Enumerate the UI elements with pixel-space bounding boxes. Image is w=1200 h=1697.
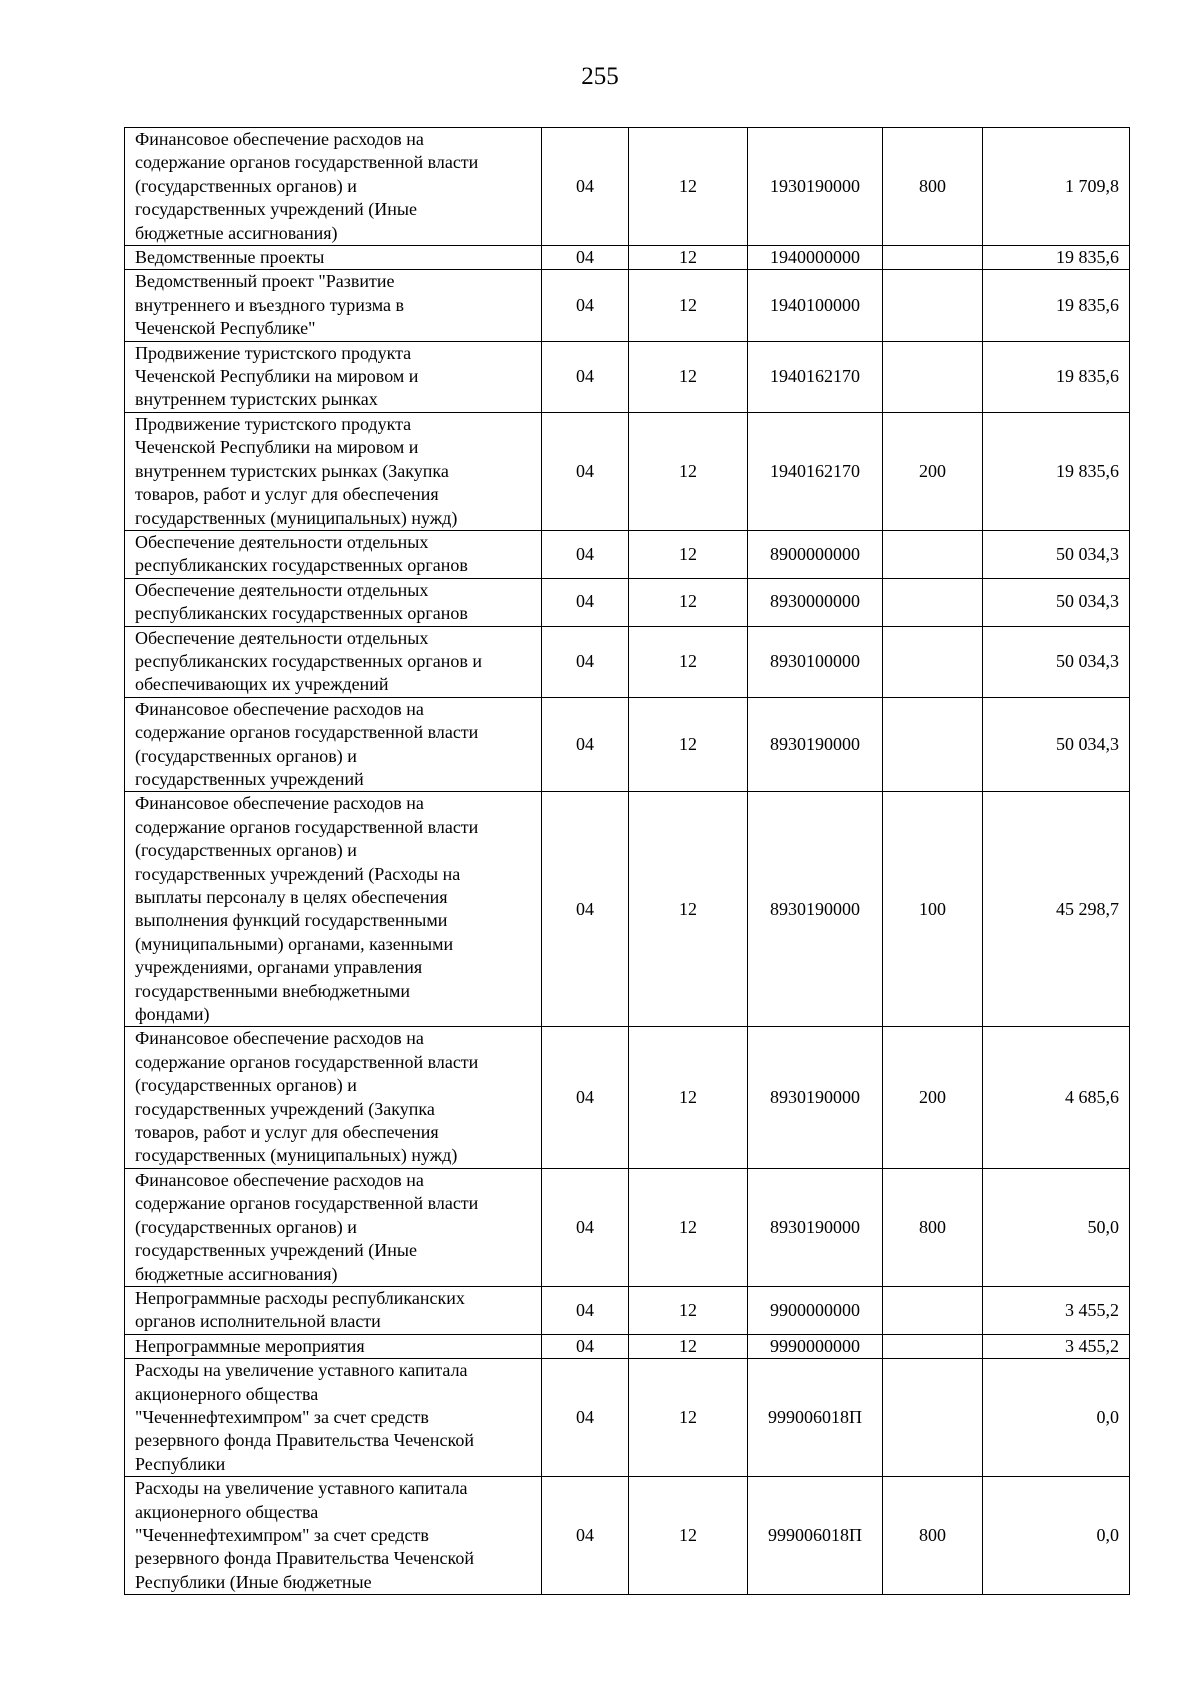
target-article-cell: 1940162170 [748,341,883,412]
amount-cell: 19 835,6 [983,246,1130,270]
target-article-cell: 8930000000 [748,578,883,626]
target-article-cell: 1940000000 [748,246,883,270]
target-article-cell: 8930190000 [748,1168,883,1286]
section-code-cell: 04 [542,1359,629,1477]
section-code-cell: 04 [542,270,629,341]
expense-name-text: Ведомственные проекты [135,247,325,268]
expense-name-cell [125,270,542,341]
subsection-code-cell: 12 [629,1334,748,1358]
expense-name-text: Обеспечение деятельности отдельных республиканских государственных органов [135,531,468,576]
table-row [125,697,1130,792]
expense-type-cell [883,697,983,792]
page-number: 255 [581,63,619,90]
target-article-cell: 9990000000 [748,1334,883,1358]
table-row [125,246,1130,270]
section-code-cell: 04 [542,128,629,246]
expense-type-cell: 100 [883,792,983,1027]
expense-name-text: Ведомственный проект "Развитие внутреннего и въездного туризма в Чеченской Республике" [135,271,404,339]
section-code-cell: 04 [542,792,629,1027]
expense-name-text: Продвижение туристского продукта Чеченской Республики на мировом и внутреннем туристских рынках [135,342,419,410]
expense-name-cell [125,578,542,626]
expense-name-cell [125,792,542,1027]
amount-cell: 50,0 [983,1168,1130,1286]
amount-cell: 50 034,3 [983,530,1130,578]
section-code-cell: 04 [542,1168,629,1286]
amount-cell: 50 034,3 [983,626,1130,697]
table-row [125,270,1130,341]
target-article-cell: 8930190000 [748,697,883,792]
target-article-cell: 999006018П [748,1477,883,1595]
target-article-cell: 999006018П [748,1359,883,1477]
expense-type-cell [883,341,983,412]
subsection-code-cell: 12 [629,1286,748,1334]
expense-type-cell [883,1359,983,1477]
table-row [125,578,1130,626]
section-code-cell: 04 [542,1477,629,1595]
expense-type-cell: 800 [883,1477,983,1595]
amount-cell: 3 455,2 [983,1334,1130,1358]
expense-type-cell [883,530,983,578]
expense-name-cell [125,246,542,270]
target-article-cell: 1930190000 [748,128,883,246]
section-code-cell: 04 [542,1334,629,1358]
expense-type-cell [883,270,983,341]
expense-name-cell [125,1359,542,1477]
table-row [125,1477,1130,1595]
subsection-code-cell: 12 [629,792,748,1027]
expense-name-cell [125,412,542,530]
subsection-code-cell: 12 [629,1477,748,1595]
table-row [125,530,1130,578]
target-article-cell: 8900000000 [748,530,883,578]
section-code-cell: 04 [542,412,629,530]
expense-name-text: Непрограммные расходы республиканских органов исполнительной власти [135,1287,465,1332]
expense-name-cell [125,530,542,578]
target-article-cell: 8930190000 [748,792,883,1027]
amount-cell: 50 034,3 [983,697,1130,792]
expense-type-cell [883,1334,983,1358]
expense-type-cell [883,1286,983,1334]
expense-name-cell [125,1168,542,1286]
subsection-code-cell: 12 [629,412,748,530]
expense-name-cell [125,1286,542,1334]
expense-name-text: Расходы на увеличение уставного капитала акционерного общества "Чеченнефтехимпром" за счет средств резервного фонда Правительства Чеченской Республики (Иные бюджетные [135,1478,474,1592]
expense-name-cell [125,1027,542,1168]
subsection-code-cell: 12 [629,1359,748,1477]
subsection-code-cell: 12 [629,270,748,341]
expense-type-cell: 800 [883,1168,983,1286]
amount-cell: 50 034,3 [983,578,1130,626]
amount-cell: 45 298,7 [983,792,1130,1027]
expense-name-text: Финансовое обеспечение расходов на содержание органов государственной власти (государственных органов) и государственных учреждений (Иные бюджетные ассигнования) [135,1169,479,1284]
section-code-cell: 04 [542,530,629,578]
expense-name-text: Продвижение туристского продукта Чеченской Республики на мировом и внутреннем туристских рынках (Закупка товаров, работ и услуг для обеспечения государственных (муниципальных) нужд) [135,413,458,528]
budget-table [124,127,1130,1595]
section-code-cell: 04 [542,246,629,270]
target-article-cell: 1940100000 [748,270,883,341]
section-code-cell: 04 [542,626,629,697]
table-body [125,128,1130,1595]
subsection-code-cell: 12 [629,578,748,626]
table-row [125,1286,1130,1334]
table-row [125,626,1130,697]
expense-type-cell: 200 [883,412,983,530]
amount-cell: 3 455,2 [983,1286,1130,1334]
expense-type-cell: 800 [883,128,983,246]
subsection-code-cell: 12 [629,128,748,246]
table-row [125,1359,1130,1477]
expense-type-cell [883,626,983,697]
target-article-cell: 9900000000 [748,1286,883,1334]
section-code-cell: 04 [542,578,629,626]
table-row [125,1027,1130,1168]
expense-type-cell [883,246,983,270]
expense-name-text: Обеспечение деятельности отдельных республиканских государственных органов [135,579,468,624]
amount-cell: 0,0 [983,1477,1130,1595]
amount-cell: 19 835,6 [983,270,1130,341]
table-row [125,1168,1130,1286]
expense-name-cell [125,341,542,412]
table-row [125,341,1130,412]
section-code-cell: 04 [542,697,629,792]
subsection-code-cell: 12 [629,1168,748,1286]
expense-name-cell [125,1477,542,1595]
target-article-cell: 8930100000 [748,626,883,697]
table-row [125,412,1130,530]
table-row [125,1334,1130,1358]
amount-cell: 4 685,6 [983,1027,1130,1168]
amount-cell: 1 709,8 [983,128,1130,246]
expense-name-cell [125,1334,542,1358]
expense-name-text: Финансовое обеспечение расходов на содержание органов государственной власти (государственных органов) и государственных учреждений (Закупка товаров, работ и услуг для обеспечения государственных (муниципальных) нужд) [135,1028,479,1166]
table-row [125,128,1130,246]
subsection-code-cell: 12 [629,246,748,270]
expense-name-cell [125,626,542,697]
section-code-cell: 04 [542,1286,629,1334]
expense-name-text: Расходы на увеличение уставного капитала акционерного общества "Чеченнефтехимпром" за счет средств резервного фонда Правительства Чеченской Республики [135,1360,474,1474]
table-row [125,792,1130,1027]
expense-name-cell [125,128,542,246]
amount-cell: 0,0 [983,1359,1130,1477]
subsection-code-cell: 12 [629,530,748,578]
expense-name-text: Финансовое обеспечение расходов на содержание органов государственной власти (государственных органов) и государственных учреждений (Расходы на выплаты персоналу в целях обеспечения выполнения функций государственными (муниципальными) органами, казенными учреждениями, органами управления государственными внебюджетными фондами) [135,793,479,1025]
expense-name-text: Финансовое обеспечение расходов на содержание органов государственной власти (государственных органов) и государственных учреждений (Иные бюджетные ассигнования) [135,129,479,243]
expense-type-cell: 200 [883,1027,983,1168]
amount-cell: 19 835,6 [983,412,1130,530]
subsection-code-cell: 12 [629,341,748,412]
subsection-code-cell: 12 [629,697,748,792]
section-code-cell: 04 [542,1027,629,1168]
expense-name-cell [125,697,542,792]
subsection-code-cell: 12 [629,1027,748,1168]
expense-type-cell [883,578,983,626]
amount-cell: 19 835,6 [983,341,1130,412]
subsection-code-cell: 12 [629,626,748,697]
expense-name-text: Обеспечение деятельности отдельных республиканских государственных органов и обеспечивающих их учреждений [135,627,482,695]
expense-name-text: Финансовое обеспечение расходов на содержание органов государственной власти (государственных органов) и государственных учреждений [135,698,479,789]
section-code-cell: 04 [542,341,629,412]
expense-name-text: Непрограммные мероприятия [135,1335,365,1356]
target-article-cell: 8930190000 [748,1027,883,1168]
target-article-cell: 1940162170 [748,412,883,530]
